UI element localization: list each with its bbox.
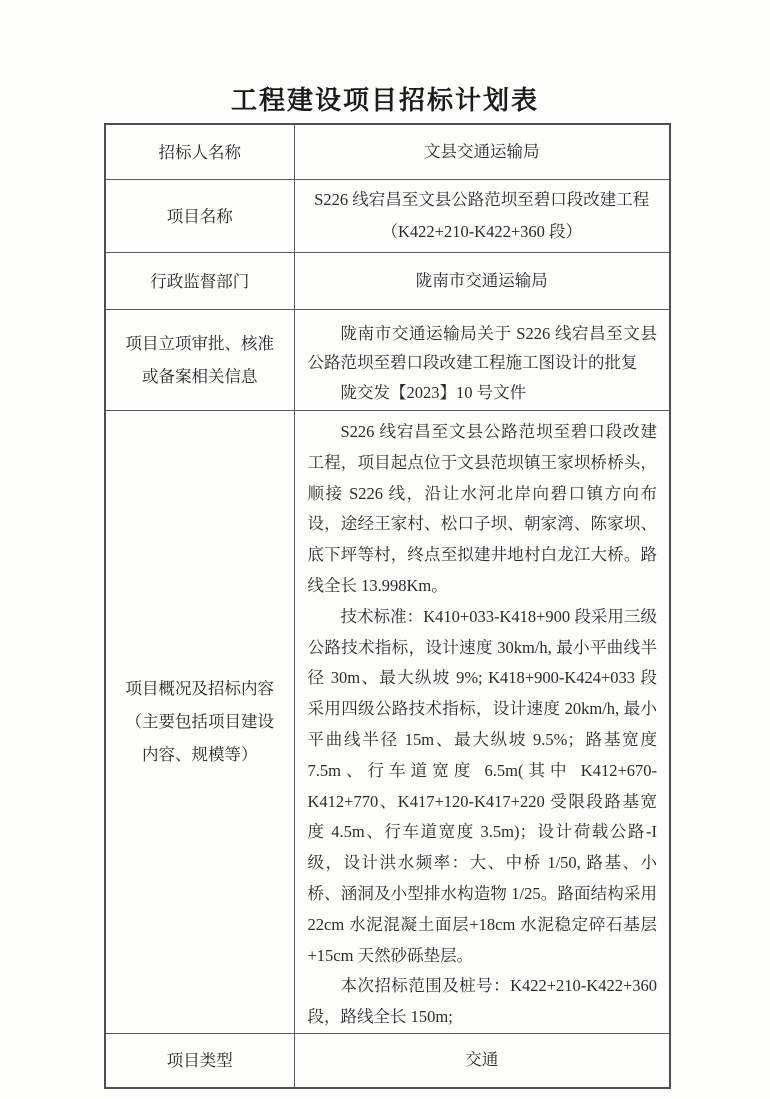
cell-bidder-name — [294, 124, 670, 180]
table-row-approval-info — [105, 310, 670, 411]
label-text: 项目类型 — [166, 1050, 233, 1070]
row-label-admin-department — [105, 253, 294, 310]
document-title: 工程建设项目招标计划表 — [230, 86, 539, 115]
cell-project-type — [294, 1033, 670, 1088]
project-name-line-1: S226 线宕昌至文县公路范坝至碧口段改建工程 — [314, 190, 650, 209]
cell-project-overview — [294, 411, 670, 1034]
project-name-line-2: （K422+210-K422+360 段） — [381, 222, 583, 241]
overview-paragraph-route: S226 线宕昌至文县公路范坝至碧口段改建工程，项目起点位于文县范坝镇王家坝桥桥头，顺接 S226 线，沿让水河北岸向碧口镇方向布设，途经王家村、松口子坝、朝家湾、陈家坝、底下坪等村，终点至拟建井地村白龙江大桥。路线全长 13.998Km。 — [307, 422, 657, 595]
label-text: 招标人名称 — [158, 142, 241, 162]
overview-paragraph-scope: 本次招标范围及桩号：K422+210-K422+360 段，路线全长 150m; — [307, 976, 657, 1027]
cell-admin-department — [294, 253, 670, 310]
row-label-project-name — [105, 180, 294, 253]
label-text: 项目名称 — [166, 206, 233, 226]
table-row-project-overview — [105, 411, 670, 1034]
cell-text: 陇南市交通运输局 — [415, 271, 548, 290]
overview-paragraph-standards: 技术标准：K410+033-K418+900 段采用三级公路技术指标，设计速度 30km/h, 最小平曲线半径 30m、最大纵坡 9%; K418+900-K424+033 段采用四级公路技术指标，设计速度 20km/h, 最小平曲线半径 15m、最大纵坡 9.5%；路基宽度 7.5m、行车道宽度 6.5m(其中 K412+670-K412+770、K417+120-K417+220 受限段路基宽度 4.5m、行车道宽度 3.5m)；设计荷载公路-I 级，设计洪水频率：大、中桥 1/50, 路基、小桥、涵洞及小型排水构造物 1/25。路面结构采用 22cm 水泥混凝土面层+18cm 水泥稳定碎石基层+15cm 天然砂砾垫层。 — [307, 606, 657, 965]
row-label-approval-info — [105, 310, 294, 411]
approval-paragraph-1: 陇南市交通运输局关于 S226 线宕昌至文县公路范坝至碧口段改建工程施工图设计的批复 — [307, 323, 657, 373]
cell-approval-info — [294, 310, 670, 411]
row-label-bidder-name — [105, 124, 294, 180]
bidding-plan-table — [104, 123, 671, 1089]
row-label-project-type — [105, 1033, 294, 1088]
table-row-project-name — [105, 180, 670, 253]
cell-text: 文县交通运输局 — [424, 142, 540, 161]
label-text: 行政监督部门 — [150, 271, 250, 291]
label-text: 项目立项审批、核准或备案相关信息 — [125, 334, 274, 386]
cell-project-name — [294, 180, 670, 253]
table-row-admin-department — [105, 253, 670, 310]
table-row-project-type — [105, 1033, 670, 1088]
approval-paragraph-2: 陇交发【2023】10 号文件 — [340, 382, 527, 402]
table-row-bidder-name — [105, 124, 670, 180]
row-label-project-overview — [105, 411, 294, 1034]
cell-text: 交通 — [465, 1050, 499, 1070]
label-text: 项目概况及招标内容（主要包括项目建设内容、规模等） — [125, 679, 274, 765]
